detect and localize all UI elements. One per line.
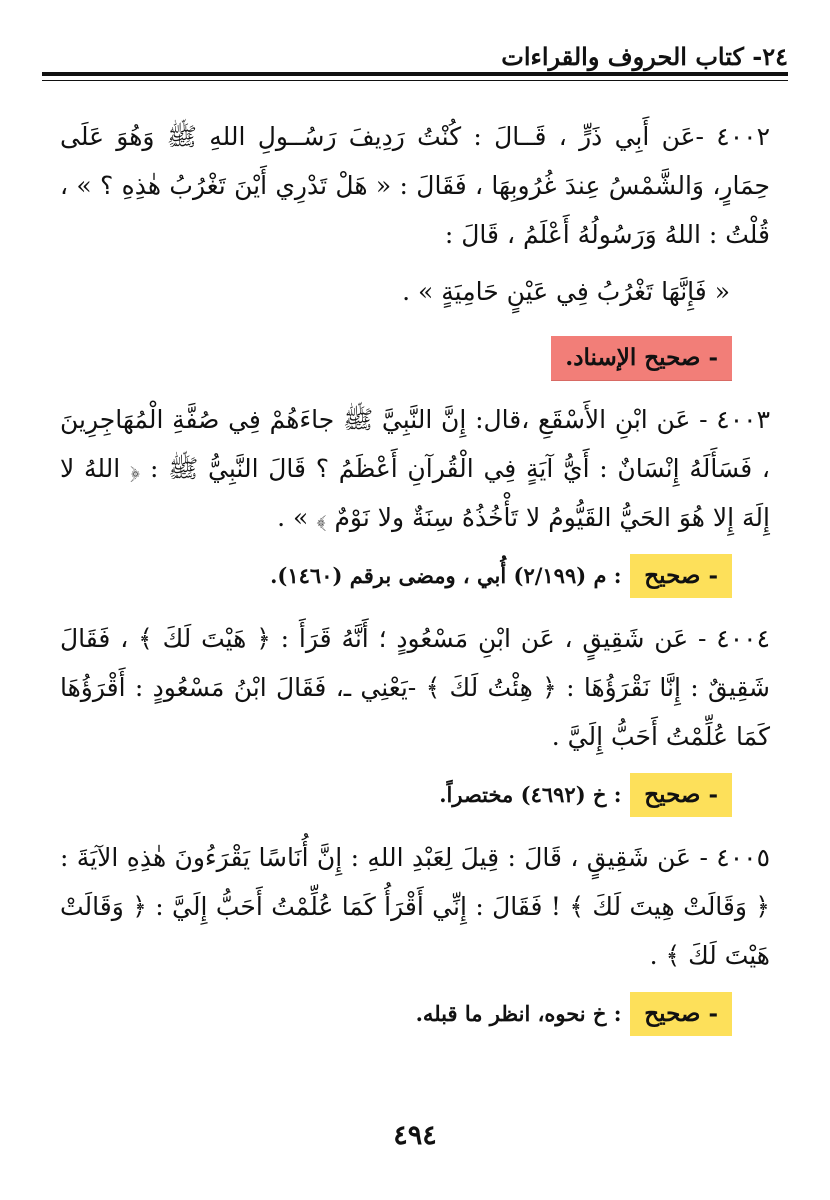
hadith-4002-quote: « فَإِنَّهَا تَغْرُبُ فِي عَيْنٍ حَامِيَةٍ » . (402, 277, 730, 306)
grade-badge: - صحيح (630, 773, 732, 817)
hadith-4003-text: ٤٠٠٣ - عَن ابْنِ الأَسْقَعِ ،قال: إِنَّ النَّبِيَّ ﷺ جاءَهُمْ فِي صُفَّةِ الْمُهَاجِرِينَ ، فَسَأَلَهُ إِنْسَانٌ : أَيُّ آيَةٍ فِي الْقُرآنِ أَعْظَمُ ؟ قَالَ النَّبِيُّ ﷺ : ﴿ اللهُ لا إِلَهَ إِلا هُوَ الحَيُّ القَيُّومُ لا تَأْخُذُهُ سِنَةٌ ولا نَوْمٌ ﴾ » . (60, 405, 770, 532)
grade-reference: : م (٢/١٩٩) أُبي ، ومضى برقم (١٤٦٠). (270, 563, 622, 588)
page-body (60, 112, 770, 1052)
hadith-4005-verdict (60, 988, 732, 1038)
hadith-4002-text: ٤٠٠٢ -عَن أَبِي ذَرٍّ ، قَــالَ : كُنْتُ رَدِيفَ رَسُــولِ اللهِ ﷺ وَهُوَ عَلَى حِمَارٍ، وَالشَّمْسُ عِندَ غُرُوبِهَا ، فَقَالَ : « هَلْ تَدْرِي أَيْنَ تَغْرُبُ هٰذِهِ ؟ » ، قُلْتُ : اللهُ وَرَسُولُهُ أَعْلَمُ ، قَالَ : (60, 122, 770, 249)
grade-badge: - صحيح (630, 554, 732, 598)
grade-badge: - صحيح (630, 992, 732, 1036)
grade-reference: : خ (٤٦٩٢) مختصراً. (439, 782, 622, 807)
hadith-4004-verdict (60, 769, 732, 819)
hadith-4002-verdict (60, 332, 732, 381)
header-rule-thick (42, 72, 788, 76)
chapter-title: ٢٤- كتاب الحروف والقراءات (501, 42, 788, 71)
header-rule-thin (42, 80, 788, 81)
hadith-4004-text: ٤٠٠٤ - عَن شَقِيقٍ ، عَن ابْنِ مَسْعُودٍ ؛ أَنَّهُ قَرَأَ : ﴿ هَيْتَ لَكَ ﴾ ، فَقَالَ شَقِيقٌ : إِنَّا نَقْرَؤُهَا : ﴿ هِئْتُ لَكَ ﴾ -يَعْنِي ـ، فَقَالَ ابْنُ مَسْعُودٍ : أَقْرَؤُهَا كَمَا عُلِّمْتُ أَحَبُّ إِلَيَّ . (60, 624, 770, 751)
page-header (42, 28, 788, 78)
grade-reference: : خ نحوه، انظر ما قبله. (415, 1001, 622, 1026)
page-number: ٤٩٤ (393, 1120, 437, 1151)
hadith-4005-text: ٤٠٠٥ - عَن شَقِيقٍ ، قَالَ : قِيلَ لِعَبْدِ اللهِ : إِنَّ أُنَاسًا يَقْرَءُونَ هٰذِهِ الآيَةَ : ﴿ وَقَالَتْ هِيتَ لَكَ ﴾ ! فَقَالَ : إِنِّي أَقْرَأُ كَمَا عُلِّمْتُ أَحَبُّ إِلَيَّ : ﴿ وَقَالَتْ هَيْتَ لَكَ ﴾ . (60, 843, 770, 970)
hadith-4003-verdict (60, 550, 732, 600)
grade-badge: - صحيح الإسناد. (551, 336, 732, 380)
